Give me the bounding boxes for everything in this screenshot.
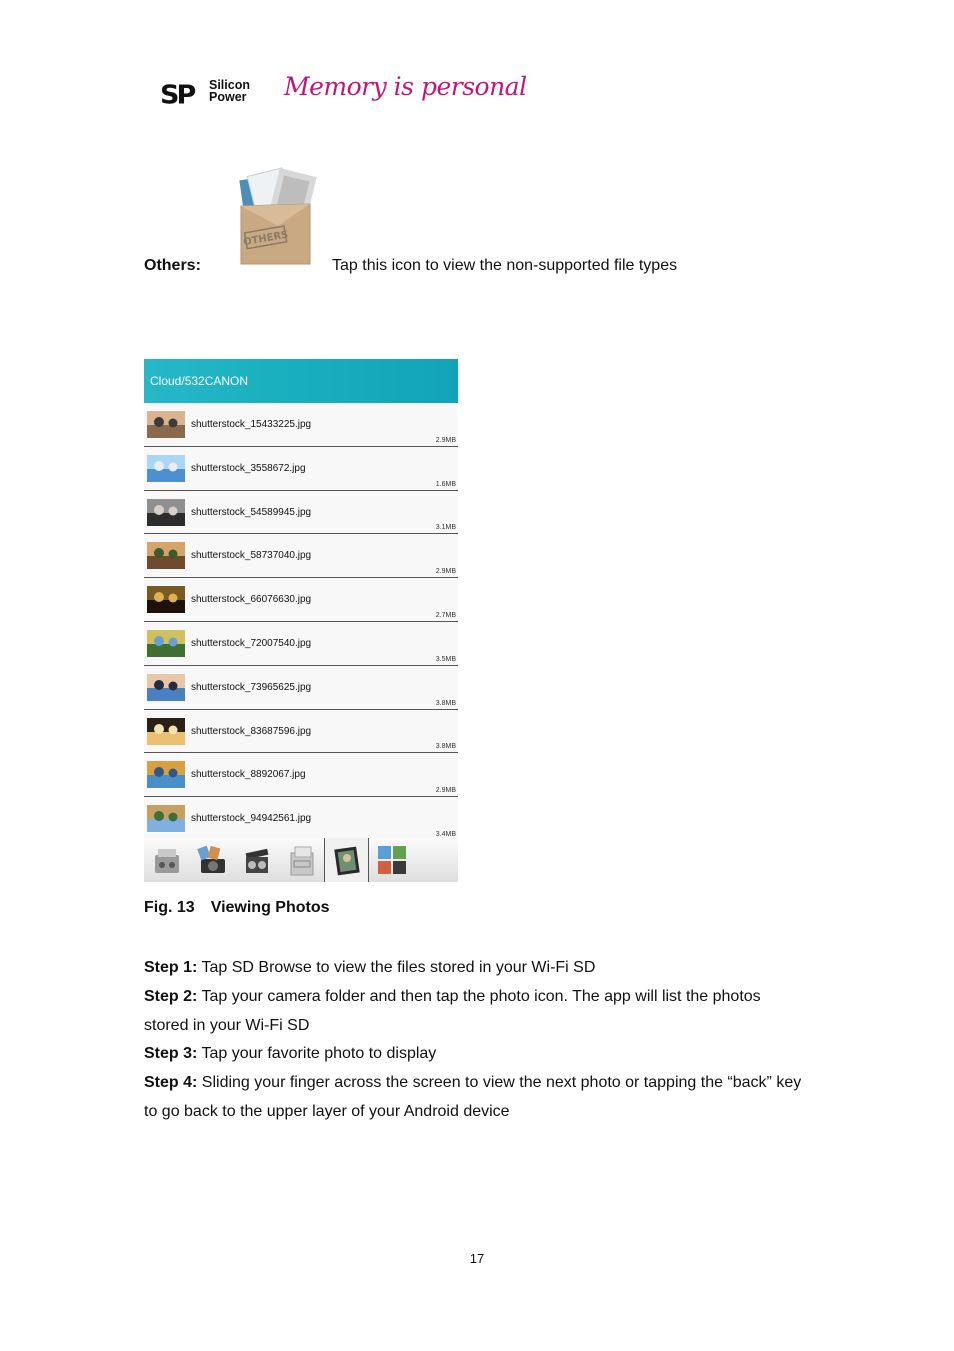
file-name: shutterstock_94942561.jpg <box>191 813 312 825</box>
file-row[interactable] <box>144 797 458 841</box>
file-list <box>144 403 458 841</box>
step-3: Step 3: Tap your favorite photo to display <box>144 1045 437 1063</box>
photo-thumbnail-icon <box>147 805 185 832</box>
toolbar-button-grid-view[interactable] <box>369 838 414 882</box>
step-2: Step 2: Tap your camera folder and then tap the photo icon. The app will list the photos stored in your Wi-Fi SD <box>144 987 761 1034</box>
folder-path-header: Cloud/532CANON <box>144 359 458 403</box>
file-size: 3.8MB <box>435 743 456 751</box>
photo-thumbnail-icon <box>147 542 185 569</box>
file-row[interactable] <box>144 447 458 491</box>
toolbar-button-video-film[interactable] <box>234 838 279 882</box>
photo-thumbnail-icon <box>147 718 185 745</box>
file-row[interactable] <box>144 753 458 797</box>
instruction-steps <box>144 954 804 1127</box>
file-row[interactable] <box>144 578 458 622</box>
slideshow-icon <box>330 843 364 877</box>
figure-caption <box>144 899 330 917</box>
toolbar-button-slideshow[interactable] <box>324 838 369 882</box>
tagline: Memory is personal <box>284 72 527 101</box>
others-description: Tap this icon to view the non-supported file types <box>332 257 678 274</box>
photo-thumbnail-icon <box>147 455 185 482</box>
step-4: Step 4: Sliding your finger across the screen to view the next photo or tapping the “back” key to go back to the upper layer of your Android device <box>144 1074 802 1120</box>
video-film-icon <box>240 843 274 877</box>
grid-view-icon <box>375 843 409 877</box>
file-size: 3.5MB <box>435 655 456 663</box>
logo-mark: SP <box>160 80 194 111</box>
file-size: 2.9MB <box>435 436 456 444</box>
others-folder-icon <box>238 164 318 266</box>
others-icon <box>285 843 319 877</box>
figure-label: Fig. 13 <box>144 899 195 916</box>
file-size: 1.6MB <box>435 480 456 488</box>
photo-thumbnail-icon <box>147 630 185 657</box>
svg-text:OTHERS: OTHERS <box>242 229 290 249</box>
others-label: Others: <box>144 257 201 274</box>
photo-thumbnail-icon <box>147 411 185 438</box>
file-size: 2.9MB <box>435 787 456 795</box>
photo-thumbnail-icon <box>147 499 185 526</box>
photo-thumbnail-icon <box>147 674 185 701</box>
file-name: shutterstock_58737040.jpg <box>191 550 312 562</box>
file-row[interactable] <box>144 534 458 578</box>
file-row[interactable] <box>144 710 458 754</box>
photo-thumbnail-icon <box>147 761 185 788</box>
file-size: 3.1MB <box>435 524 456 532</box>
toolbar-button-others[interactable] <box>279 838 324 882</box>
media-toolbar <box>144 838 458 882</box>
photo-camera-icon <box>195 843 229 877</box>
logo-wordmark: Silicon Power <box>209 78 250 104</box>
file-size: 2.9MB <box>435 568 456 576</box>
file-name: shutterstock_72007540.jpg <box>191 637 312 649</box>
file-row[interactable] <box>144 491 458 535</box>
file-size: 3.4MB <box>435 830 456 838</box>
photo-thumbnail-icon <box>147 586 185 613</box>
file-row[interactable] <box>144 666 458 710</box>
file-name: shutterstock_54589945.jpg <box>191 506 312 518</box>
file-name: shutterstock_83687596.jpg <box>191 725 312 737</box>
file-size: 2.7MB <box>435 611 456 619</box>
file-name: shutterstock_8892067.jpg <box>191 769 306 781</box>
toolbar-button-music[interactable] <box>144 838 189 882</box>
step-1: Step 1: Tap SD Browse to view the files stored in your Wi-Fi SD <box>144 959 596 976</box>
file-name: shutterstock_66076630.jpg <box>191 594 312 606</box>
toolbar-button-photo-camera[interactable] <box>189 838 234 882</box>
music-icon <box>150 843 184 877</box>
file-name: shutterstock_15433225.jpg <box>191 419 312 430</box>
file-row[interactable] <box>144 622 458 666</box>
file-size: 3.8MB <box>435 699 456 707</box>
file-row[interactable] <box>144 403 458 447</box>
figure-title: Viewing Photos <box>210 899 330 916</box>
file-name: shutterstock_3558672.jpg <box>191 462 306 474</box>
file-name: shutterstock_73965625.jpg <box>191 681 312 693</box>
page-number: 17 <box>469 1251 485 1266</box>
phone-screenshot <box>144 359 458 882</box>
